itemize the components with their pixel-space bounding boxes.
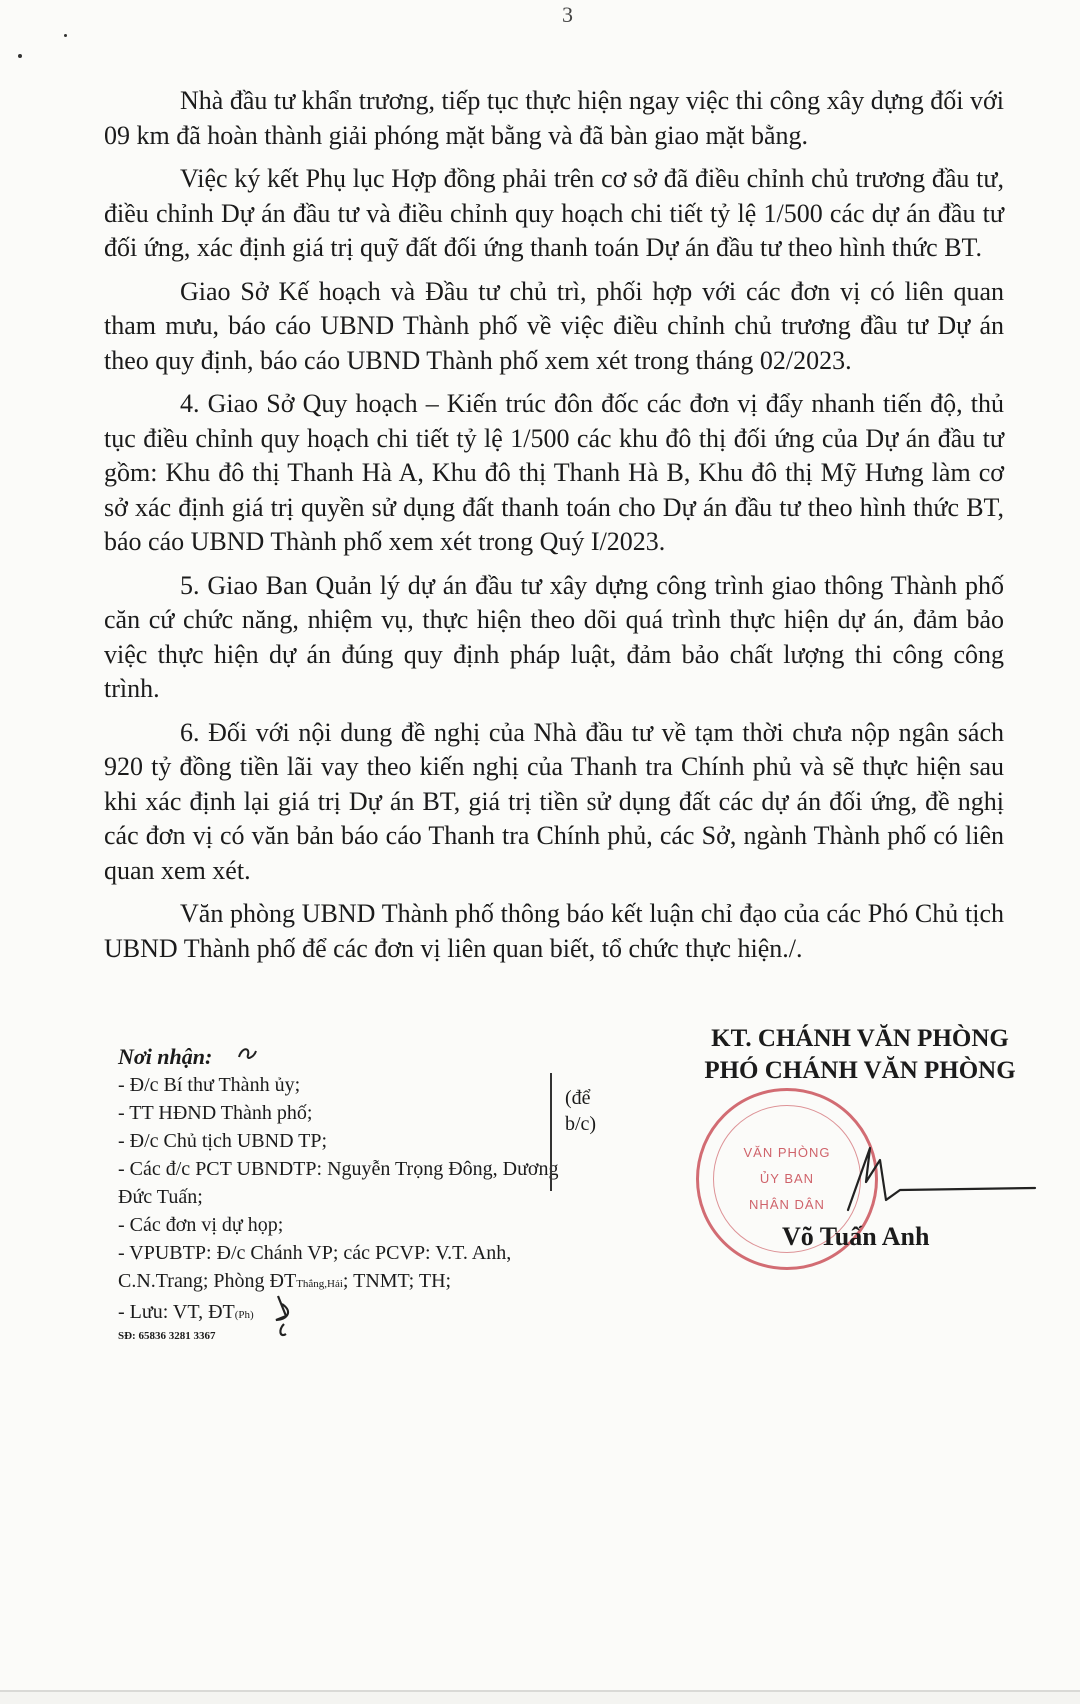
- recipient-item: - Các đơn vị dự họp;: [118, 1214, 284, 1236]
- paragraph: Việc ký kết Phụ lục Hợp đồng phải trên cơ sở đã điều chỉnh chủ trương đầu tư, điều chỉnh Dự án đầu tư và điều chỉnh quy hoạch chi tiết tỷ lệ 1/500 các dự án đầu tư đối ứng, xác định giá trị quỹ đất đối ứng thanh toán Dự án đầu tư theo hình thức BT.: [104, 164, 1004, 262]
- scan-speck: [64, 34, 67, 37]
- recipient-vpubtp-rest: ; TNMT; TH;: [342, 1270, 452, 1292]
- recipients-bracket: [550, 1073, 552, 1191]
- signature-title-line: PHÓ CHÁNH VĂN PHÒNG: [704, 1057, 1016, 1084]
- bracket-label: [565, 1085, 596, 1137]
- initial-mark: [236, 1043, 258, 1063]
- archive-subscript: (Ph): [234, 1309, 254, 1321]
- signer-name: Võ Tuấn Anh: [782, 1222, 930, 1251]
- signature-title-line: KT. CHÁNH VĂN PHÒNG: [711, 1025, 1009, 1052]
- scan-speck: [18, 54, 22, 58]
- paragraph: 5. Giao Ban Quản lý dự án đầu tư xây dựng công trình giao thông Thành phố căn cứ chức năng, nhiệm vụ, thực hiện theo dõi quá trình thực hiện dự án, đảm bảo việc thực hiện dự án đúng quy định pháp luật, đảm bảo chất lượng thi công công trình.: [104, 570, 1004, 703]
- initial-mark: [268, 1290, 308, 1342]
- handwritten-signature: [840, 1140, 1040, 1220]
- paragraph: Giao Sở Kế hoạch và Đầu tư chủ trì, phối hợp với các đơn vị có liên quan tham mưu, báo cáo UBND Thành phố về việc điều chỉnh chủ trương đầu tư Dự án theo quy định, báo cáo UBND Thành phố xem xét trong tháng 02/2023.: [104, 276, 1004, 375]
- recipient-item: - Đ/c Chủ tịch UBND TP;: [118, 1130, 328, 1152]
- paragraph: Nhà đầu tư khẩn trương, tiếp tục thực hiện ngay việc thi công xây dựng đối với 09 km đã hoàn thành giải phóng mặt bằng và đã bàn giao mặt bằng.: [104, 86, 1004, 150]
- bracket-label-line: (để: [565, 1087, 591, 1109]
- recipient-subscript: Thắng,Hải: [296, 1278, 343, 1290]
- page-number: 3: [562, 2, 573, 27]
- stamp-line: NHÂN DÂN: [749, 1197, 825, 1212]
- recipient-item: - TT HĐND Thành phố;: [118, 1102, 313, 1124]
- paragraph: Văn phòng UBND Thành phố thông báo kết luận chỉ đạo của các Phó Chủ tịch UBND Thành phố để các đơn vị liên quan biết, tổ chức thực hiện./.: [104, 899, 1004, 963]
- stamp-line: ỦY BAN: [759, 1171, 815, 1186]
- paragraph: 4. Giao Sở Quy hoạch – Kiến trúc đôn đốc các đơn vị đẩy nhanh tiến độ, thủ tục điều chỉnh quy hoạch chi tiết tỷ lệ 1/500 các khu đô thị đối ứng của Dự án đầu tư gồm: Khu đô thị Thanh Hà A, Khu đô thị Thanh Hà B, Khu đô thị Mỹ Hưng làm cơ sở xác định giá trị quyền sử dụng đất thanh toán cho Dự án đầu tư theo hình thức BT, báo cáo UBND Thành phố xem xét trong Quý I/2023.: [104, 389, 1004, 556]
- recipients-block: [118, 1043, 578, 1343]
- recipient-item: [118, 1239, 578, 1298]
- paragraph: 6. Đối với nội dung đề nghị của Nhà đầu tư về tạm thời chưa nộp ngân sách 920 tỷ đồng tiền lãi vay theo kiến nghị của Thanh tra Chính phủ và sẽ thực hiện sau khi xác định lại giá trị Dự án BT, giá trị tiền sử dụng đất các dự án đối ứng, đề nghị các đơn vị có văn bản báo cáo Thanh tra Chính phủ, các Sở, ngành Thành phố có liên quan xem xét.: [104, 717, 1004, 885]
- recipients-list: [118, 1071, 578, 1343]
- signature-title: [690, 1023, 1030, 1087]
- recipient-vpubtp: - VPUBTP: Đ/c Chánh VP; các PCVP: V.T. Anh, C.N.Trang; Phòng ĐT: [118, 1242, 512, 1292]
- body-text: [104, 84, 1004, 975]
- document-code: SĐ: 65836 3281 3367: [118, 1330, 216, 1342]
- recipient-item: - Đ/c Bí thư Thành ủy;: [118, 1074, 301, 1096]
- recipient-item: [118, 1298, 578, 1329]
- recipient-item: - Các đ/c PCT UBNDTP: Nguyễn Trọng Đông, Dương Đức Tuấn;: [118, 1158, 559, 1208]
- stamp-line: VĂN PHÒNG: [743, 1145, 831, 1160]
- bracket-label-line: b/c): [565, 1113, 597, 1135]
- recipients-heading: Nơi nhận:: [118, 1044, 213, 1069]
- archive-label: - Lưu: VT, ĐT: [118, 1301, 235, 1323]
